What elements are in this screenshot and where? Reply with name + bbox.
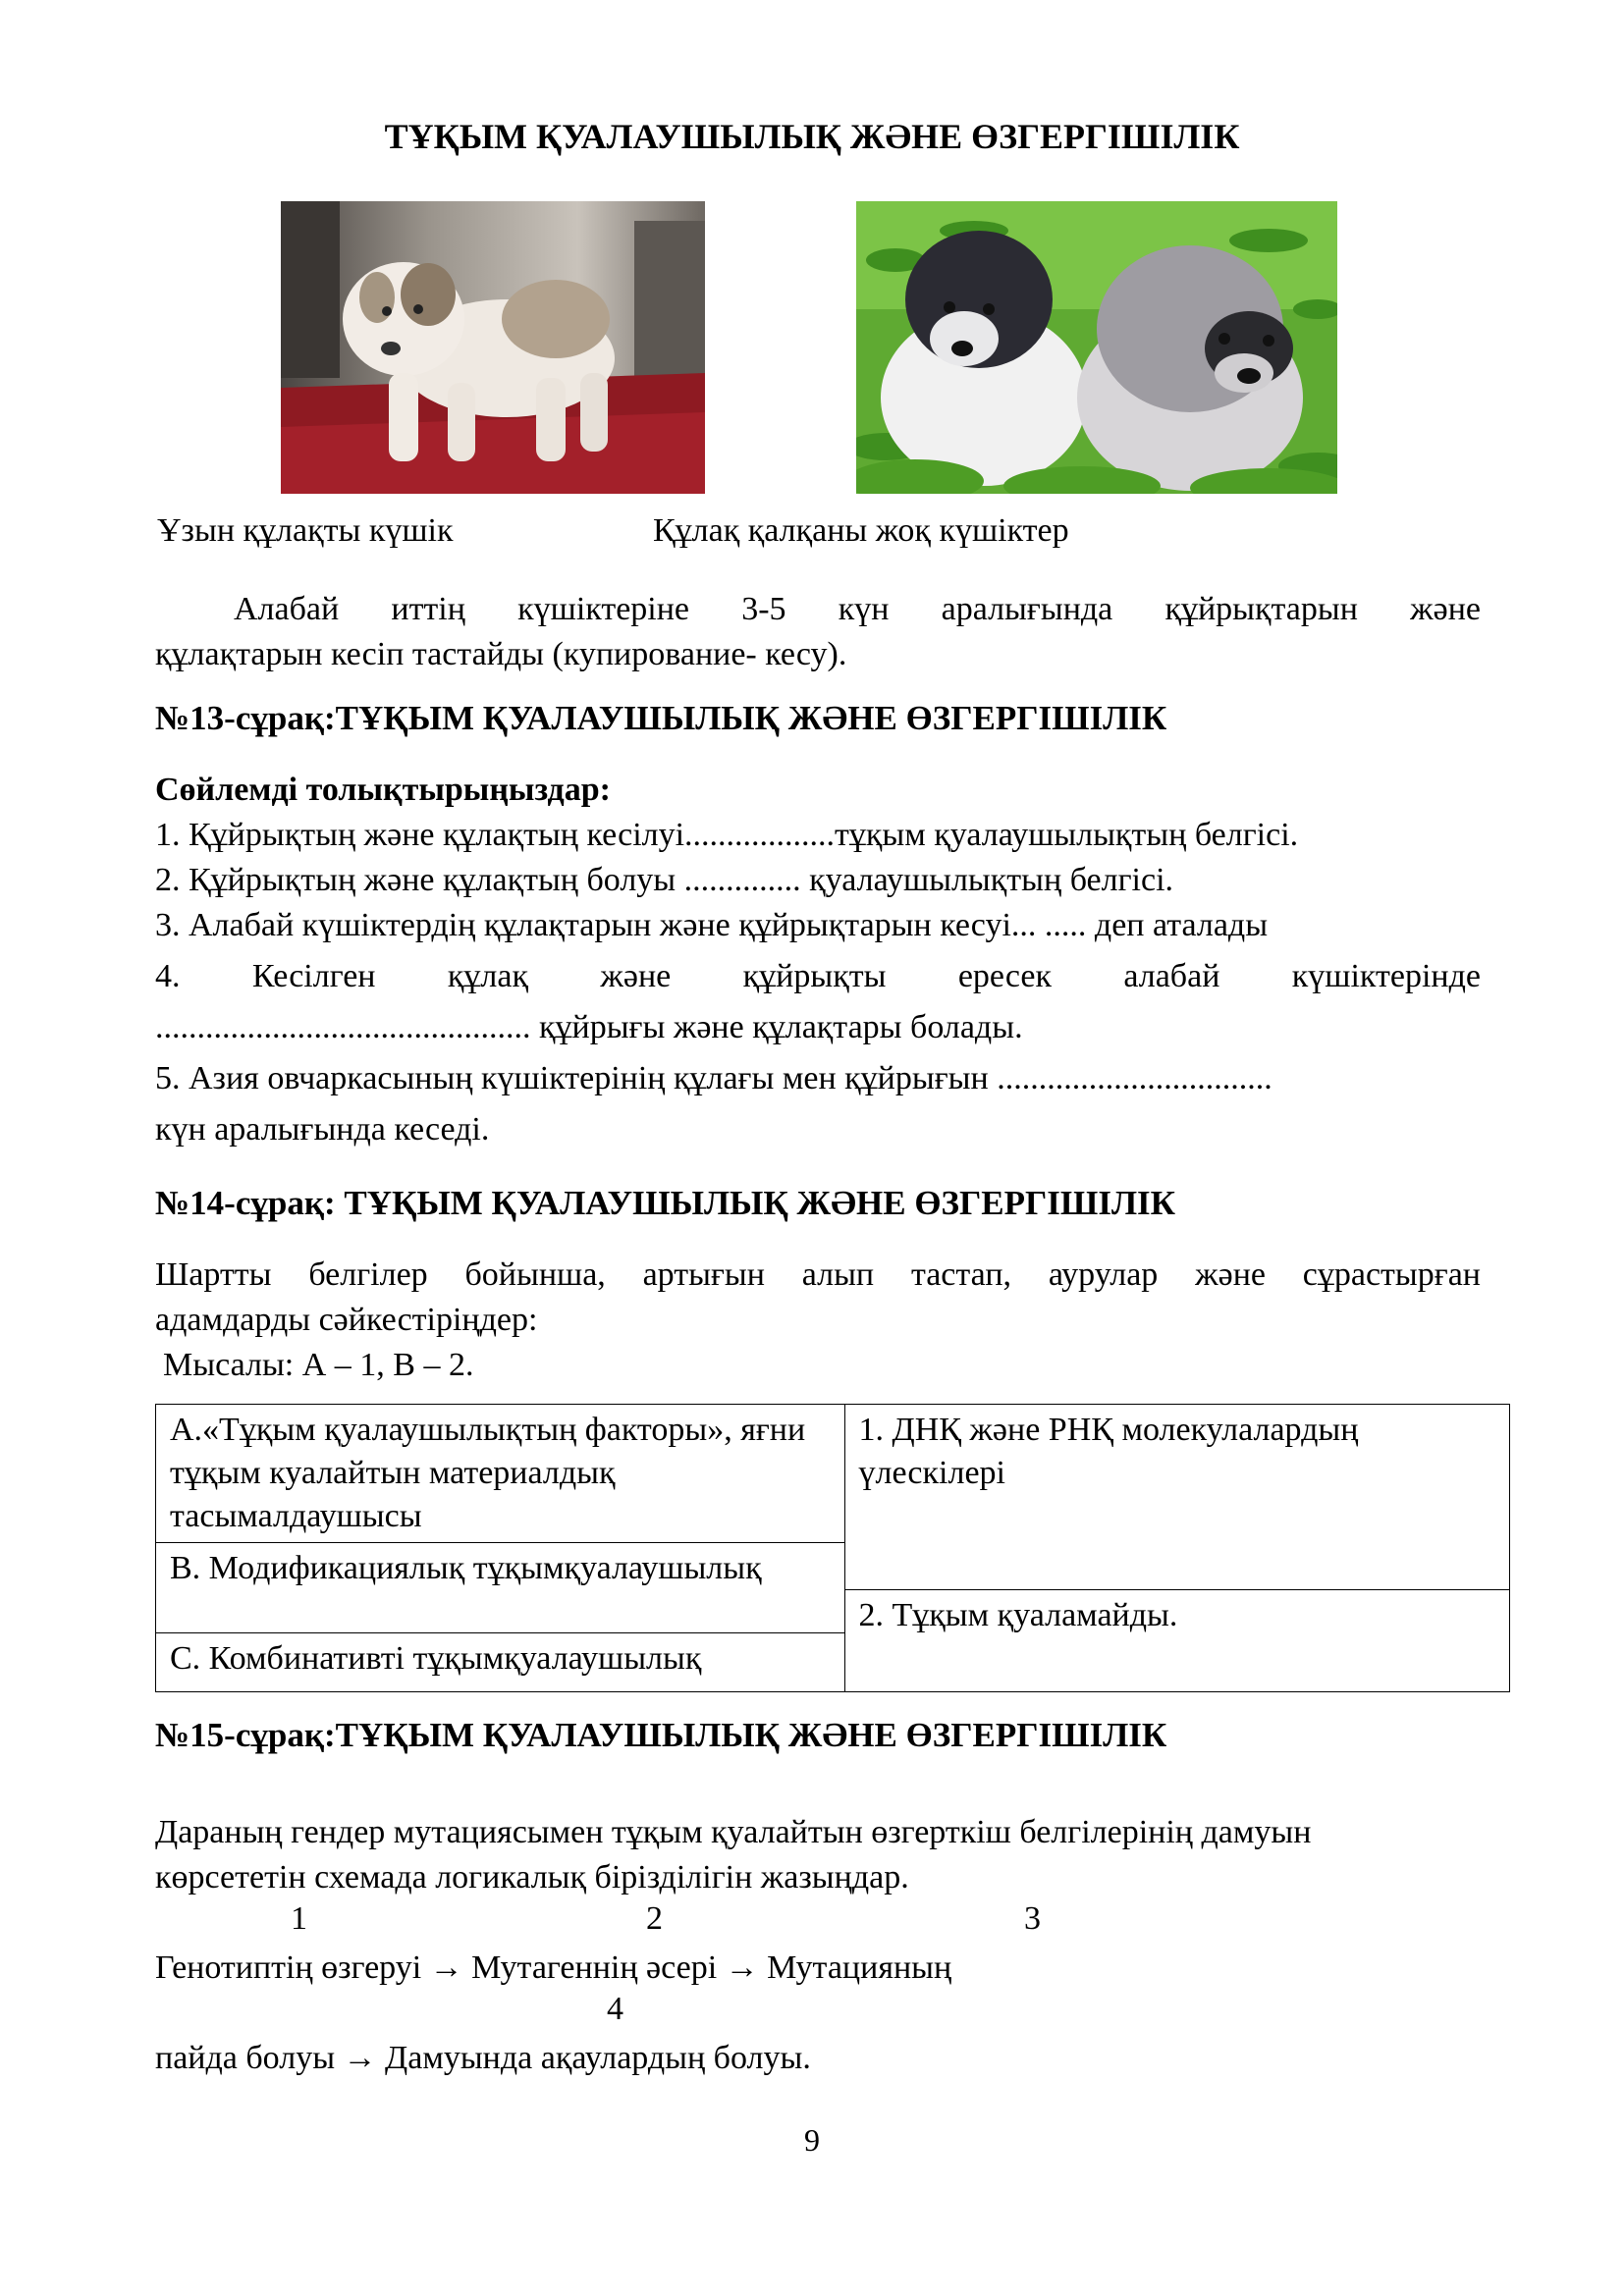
intro-line-1: Алабай иттің күшіктеріне 3-5 күн аралығында құйрықтарын және [234,591,1481,627]
q15-text-2: көрсететін схемада логикалық бірізділігін жазыңдар. [155,1859,909,1896]
table-cell-1: 1. ДНҚ және РНҚ молекулалардың үлескілері [844,1405,1509,1590]
q13-item-5: 5. Азия овчаркасының күшіктерінің құлағы мен құйрығын ................................. [155,1060,1272,1096]
step-number-4: 4 [607,1991,623,2027]
q13-item-1: 1. Құйрықтың және құлақтың кесілуі..................тұқым қуалаушылықтың белгісі. [155,817,1299,853]
caption-no-ears: Құлақ қалқаны жоқ күшіктер [653,512,1069,549]
q13-heading: №13-сұрақ:ТҰҚЫМ ҚУАЛАУШЫЛЫҚ ЖӘНЕ ӨЗГЕРГІШІЛІК [155,699,1167,737]
table-cell-2: 2. Тұқым қуаламайды. [844,1590,1509,1692]
page-number: 9 [804,2122,820,2158]
puppy-long-ears-photo [281,201,705,494]
puppies-without-ears-photo [856,201,1337,494]
q14-example: Мысалы: А – 1, В – 2. [163,1347,474,1383]
step-number-2: 2 [646,1900,663,1937]
q14-text-1: Шартты белгілер бойынша, артығын алып тастап, аурулар және сұрастырған [155,1256,1481,1293]
q14-heading: №14-сұрақ: ТҰҚЫМ ҚУАЛАУШЫЛЫҚ ЖӘНЕ ӨЗГЕРГІШІЛІК [155,1184,1176,1222]
q13-item-2: 2. Құйрықтың және құлақтың болуы .............. қуалаушылықтың белгісі. [155,862,1174,898]
page-title: ТҰҚЫМ ҚУАЛАУШЫЛЫҚ ЖӘНЕ ӨЗГЕРГІШІЛІК [384,117,1240,156]
q15-chain-2: пайда болуы → Дамуында ақаулардың болуы. [155,2040,811,2076]
step-number-3: 3 [1024,1900,1041,1937]
q13-item-3: 3. Алабай күшіктердің құлақтарын және құйрықтарын кесуі... ..... деп аталады [155,907,1269,943]
matching-table [155,1404,1510,1692]
q15-heading: №15-сұрақ:ТҰҚЫМ ҚУАЛАУШЫЛЫҚ ЖӘНЕ ӨЗГЕРГІШІЛІК [155,1716,1167,1754]
intro-line-2: құлақтарын кесіп тастайды (купирование- кесу). [155,636,847,672]
table-cell-c: С. Комбинативті тұқымқуалаушылық [156,1633,845,1692]
q13-instruction: Сөйлемді толықтырыңыздар: [155,772,611,808]
table-cell-b: В. Модификациялық тұқымқуалаушылық [156,1543,845,1633]
table-cell-a: А.«Тұқым қуалаушылықтың факторы», яғни тұқым куалайтын материалдық тасымалдаушысы [156,1405,845,1543]
q13-item-4: 4. Кесілген құлақ және құйрықты ересек алабай күшіктерінде [155,958,1481,994]
q13-item-4-cont: ............................................. құйрығы және құлақтары болады. [155,1009,1023,1045]
q14-text-2: адамдарды сәйкестіріңдер: [155,1302,538,1338]
q15-text-1: Дараның гендер мутациясымен тұқым қуалайтын өзгерткіш белгілерінің дамуын [155,1814,1312,1850]
q13-item-5-cont: күн аралығында кеседі. [155,1111,490,1148]
step-number-1: 1 [291,1900,307,1937]
q15-chain-1: Генотиптің өзгеруі → Мутагеннің әсері → Мутацияның [155,1949,952,1986]
caption-long-ears: Ұзын құлақты күшік [157,512,454,549]
